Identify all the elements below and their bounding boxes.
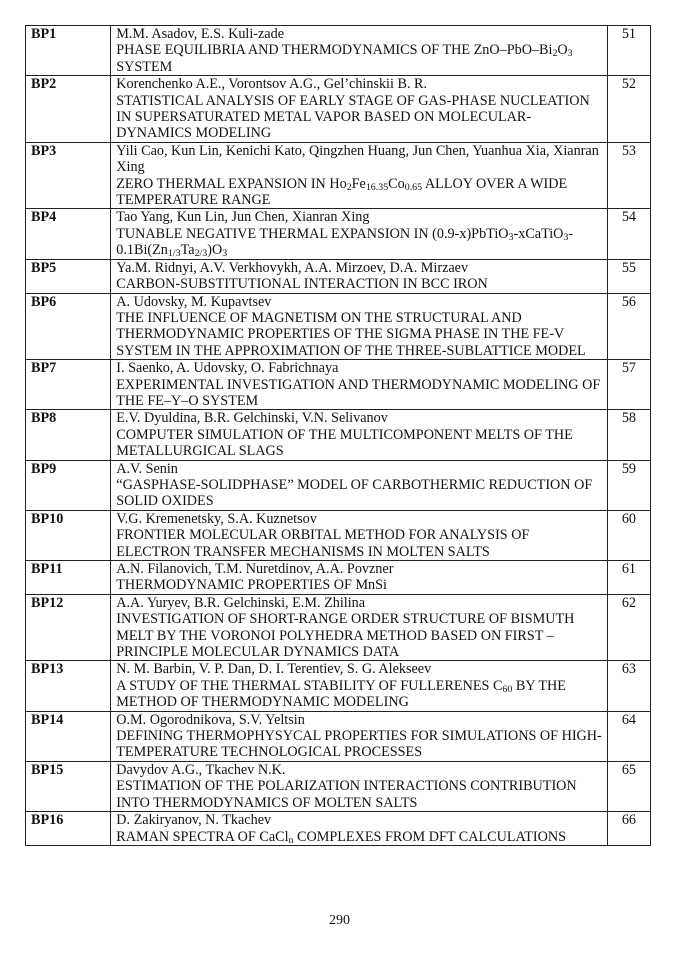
page-ref: 63 bbox=[607, 661, 650, 711]
paper-authors: A. Udovsky, M. Kupavtsev bbox=[116, 293, 272, 310]
page-ref: 65 bbox=[607, 761, 650, 811]
paper-authors: I. Saenko, A. Udovsky, O. Fabrichnaya bbox=[116, 360, 339, 377]
table-row bbox=[26, 510, 651, 560]
paper-title: ZERO THERMAL EXPANSION IN $Ho_2Fe_{16.35}Co_{0.65}$ ALLOY OVER A WIDE TEMPERATURE RANGE bbox=[116, 175, 568, 209]
page-number: 290 bbox=[329, 913, 350, 928]
paper-code: BP13 bbox=[26, 661, 111, 711]
table-row bbox=[26, 460, 651, 510]
paper-title: THE INFLUENCE OF MAGNETISM ON THE STRUCTURAL AND THERMODYNAMIC PROPERTIES OF THE SIGMA PHASE IN THE FE-V SYSTEM IN THE APPROXIMATION OF THE THREE-SUBLATTICE MODEL bbox=[116, 309, 586, 359]
paper-entry bbox=[111, 293, 608, 360]
page-ref: 58 bbox=[607, 410, 650, 460]
paper-authors: A.V. Senin bbox=[116, 460, 178, 477]
paper-entry bbox=[111, 209, 608, 259]
table-row bbox=[26, 26, 651, 76]
paper-title: RAMAN SPECTRA OF CaCl$_n$ COMPLEXES FROM DFT CALCULATIONS bbox=[116, 828, 566, 846]
paper-authors: A.A. Yuryev, B.R. Gelchinski, E.M. Zhilina bbox=[116, 594, 366, 611]
paper-title: DEFINING THERMOPHYSYCAL PROPERTIES FOR SIMULATIONS OF HIGH-TEMPERATURE TECHNOLOGICAL PROCESSES bbox=[116, 728, 602, 761]
paper-authors: O.M. Ogorodnikova, S.V. Yeltsin bbox=[116, 711, 305, 728]
contents-table-body bbox=[26, 26, 651, 846]
paper-entry bbox=[111, 594, 608, 661]
paper-entry bbox=[111, 410, 608, 460]
paper-code: BP3 bbox=[26, 142, 111, 209]
paper-title: CARBON-SUBSTITUTIONAL INTERACTION IN BCC IRON bbox=[116, 276, 488, 293]
paper-entry bbox=[111, 26, 608, 76]
page-ref: 59 bbox=[607, 460, 650, 510]
contents-table bbox=[25, 25, 651, 846]
page-ref: 61 bbox=[607, 561, 650, 595]
paper-title: COMPUTER SIMULATION OF THE MULTICOMPONENT MELTS OF THE METALLURGICAL SLAGS bbox=[116, 426, 573, 460]
paper-code: BP14 bbox=[26, 711, 111, 761]
paper-code: BP9 bbox=[26, 460, 111, 510]
paper-code: BP1 bbox=[26, 26, 111, 76]
paper-code: BP12 bbox=[26, 594, 111, 661]
paper-code: BP10 bbox=[26, 510, 111, 560]
table-row bbox=[26, 76, 651, 143]
table-row bbox=[26, 594, 651, 661]
paper-code: BP11 bbox=[26, 561, 111, 595]
paper-entry bbox=[111, 711, 608, 761]
paper-authors: N. M. Barbin, V. P. Dan, D. I. Terentiev, S. G. Alekseev bbox=[116, 661, 432, 678]
paper-authors: E.V. Dyuldina, B.R. Gelchinski, V.N. Selivanov bbox=[116, 410, 388, 427]
paper-entry bbox=[111, 510, 608, 560]
paper-title: EXPERIMENTAL INVESTIGATION AND THERMODYNAMIC MODELING OF THE FE–Y–O SYSTEM bbox=[116, 376, 601, 409]
paper-authors: M.M. Asadov, E.S. Kuli-zade bbox=[116, 26, 284, 42]
paper-code: BP7 bbox=[26, 360, 111, 410]
paper-title: PHASE EQUILIBRIA AND THERMODYNAMICS OF THE ZnO–$PbO-Bi_2O_3$ SYSTEM bbox=[116, 42, 573, 75]
paper-code: BP6 bbox=[26, 293, 111, 360]
page-ref: 54 bbox=[607, 209, 650, 259]
paper-authors: Ya.M. Ridnyi, A.V. Verkhovykh, A.A. Mirzoev, D.A. Mirzaev bbox=[116, 259, 469, 276]
page-ref: 64 bbox=[607, 711, 650, 761]
paper-code: BP2 bbox=[26, 76, 111, 143]
paper-code: BP4 bbox=[26, 209, 111, 259]
table-row bbox=[26, 209, 651, 259]
paper-title: STATISTICAL ANALYSIS OF EARLY STAGE OF GAS-PHASE NUCLEATION IN SUPERSATURATED METAL VAPOR BASED ON MOLECULAR-DYNAMICS MODELING bbox=[116, 92, 590, 142]
paper-title: THERMODYNAMIC PROPERTIES OF MnSi bbox=[116, 577, 387, 594]
paper-authors: Davydov A.G., Tkachev N.K. bbox=[116, 761, 286, 778]
paper-code: BP8 bbox=[26, 410, 111, 460]
page-ref: 55 bbox=[607, 259, 650, 293]
page-ref: 62 bbox=[607, 594, 650, 661]
page-ref: 53 bbox=[607, 142, 650, 209]
table-row bbox=[26, 711, 651, 761]
table-row bbox=[26, 142, 651, 209]
table-row bbox=[26, 761, 651, 811]
page-ref: 60 bbox=[607, 510, 650, 560]
paper-entry bbox=[111, 142, 608, 209]
table-row bbox=[26, 259, 651, 293]
paper-entry bbox=[111, 259, 608, 293]
table-row bbox=[26, 410, 651, 460]
paper-title: “GASPHASE-SOLIDPHASE” MODEL OF CARBOTHERMIC REDUCTION OF SOLID OXIDES bbox=[116, 476, 593, 510]
paper-code: BP5 bbox=[26, 259, 111, 293]
page-ref: 57 bbox=[607, 360, 650, 410]
table-row bbox=[26, 812, 651, 846]
paper-entry bbox=[111, 761, 608, 811]
paper-authors: Korenchenko A.E., Vorontsov A.G., Gel’chinskii B. R. bbox=[116, 76, 428, 93]
paper-title: TUNABLE NEGATIVE THERMAL EXPANSION IN $(0.9-x)PbTiO_3-xCaTiO_3-0.1Bi(Zn_{1/3}Ta_{2/3})O_3$ bbox=[116, 225, 574, 260]
paper-entry bbox=[111, 360, 608, 410]
paper-title: A STUDY OF THE THERMAL STABILITY OF FULLERENES $C_{60}$ BY THE METHOD OF THERMODYNAMIC MODELING bbox=[116, 677, 566, 711]
paper-title: INVESTIGATION OF SHORT-RANGE ORDER STRUCTURE OF BISMUTH MELT BY THE VORONOI POLYHEDRA METHOD BASED ON FIRST – PRINCIPLE MOLECULAR DYNAMICS DATA bbox=[116, 611, 575, 661]
paper-entry bbox=[111, 460, 608, 510]
paper-code: BP15 bbox=[26, 761, 111, 811]
paper-authors: A.N. Filanovich, T.M. Nuretdinov, A.A. Povzner bbox=[116, 561, 394, 577]
paper-title: FRONTIER MOLECULAR ORBITAL METHOD FOR ANALYSIS OF ELECTRON TRANSFER MECHANISMS IN MOLTEN SALTS bbox=[116, 527, 530, 560]
table-row bbox=[26, 561, 651, 595]
paper-title: ESTIMATION OF THE POLARIZATION INTERACTIONS CONTRIBUTION INTO THERMODYNAMICS OF MOLTEN SALTS bbox=[116, 778, 577, 811]
paper-authors: Tao Yang, Kun Lin, Jun Chen, Xianran Xing bbox=[116, 209, 370, 226]
paper-entry bbox=[111, 812, 608, 846]
page-ref: 66 bbox=[607, 812, 650, 846]
table-row bbox=[26, 293, 651, 360]
page-ref: 56 bbox=[607, 293, 650, 360]
paper-entry bbox=[111, 76, 608, 143]
paper-authors: V.G. Kremenetsky, S.A. Kuznetsov bbox=[116, 510, 317, 527]
table-row bbox=[26, 661, 651, 711]
page-ref: 51 bbox=[607, 26, 650, 76]
paper-code: BP16 bbox=[26, 812, 111, 846]
table-row bbox=[26, 360, 651, 410]
paper-entry bbox=[111, 661, 608, 711]
paper-entry bbox=[111, 561, 608, 595]
page-ref: 52 bbox=[607, 76, 650, 143]
paper-authors: Yili Cao, Kun Lin, Kenichi Kato, Qingzhen Huang, Jun Chen, Yuanhua Xia, Xianran Xing bbox=[116, 142, 599, 176]
paper-authors: D. Zakiryanov, N. Tkachev bbox=[116, 812, 272, 829]
